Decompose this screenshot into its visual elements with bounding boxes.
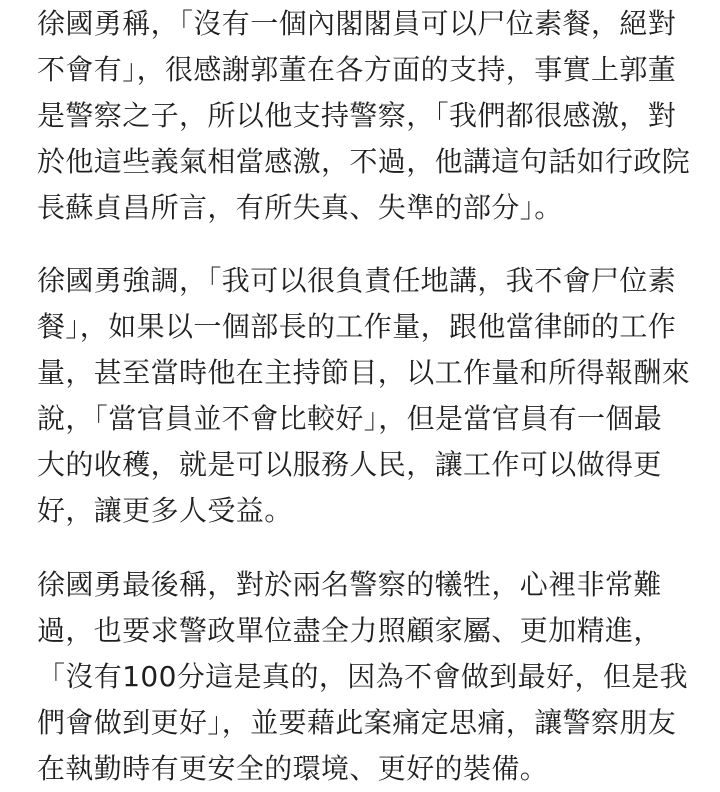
paragraph-line: 好，讓更多人受益。 [37,494,293,527]
paragraph-line: 徐國勇稱，「沒有一個內閣閣員可以尸位素餐，絕對 [37,7,677,40]
paragraph-line: 餐」，如果以一個部長的工作量，跟他當律師的工作 [37,310,677,343]
paragraph-line: 於他這些義氣相當感激，不過，他講這句話如行政院 [37,145,691,178]
article-paragraph-3 [37,562,697,792]
paragraph-line: 徐國勇最後稱，對於兩名警察的犧牲，心裡非常難 [37,568,662,601]
paragraph-line: 說，「當官員並不會比較好」，但是當官員有一個最 [37,402,663,435]
paragraph-line: 「沒有100分這是真的，因為不會做到最好，但是我 [37,660,689,693]
paragraph-line: 量，甚至當時他在主持節目，以工作量和所得報酬來 [37,356,691,389]
article-paragraph-1 [37,1,697,231]
paragraph-line: 徐國勇強調，「我可以很負責任地講，我不會尸位素 [37,264,677,297]
paragraph-line: 不會有」，很感謝郭董在各方面的支持，事實上郭董 [37,53,677,86]
article-paragraph-2 [37,258,697,534]
paragraph-line: 在執勤時有更安全的環境、更好的裝備。 [37,752,549,785]
paragraph-line: 大的收穫，就是可以服務人民，讓工作可以做得更 [37,448,662,481]
paragraph-line: 過，也要求警政單位盡全力照顧家屬、更加精進， [37,614,662,647]
paragraph-line: 們會做到更好」，並要藉此案痛定思痛，讓警察朋友 [37,706,677,739]
paragraph-line: 是警察之子，所以他支持警察，「我們都很感激，對 [37,99,677,132]
paragraph-line: 長蘇貞昌所言，有所失真、失準的部分」。 [37,191,563,224]
article-body [0,1,697,792]
